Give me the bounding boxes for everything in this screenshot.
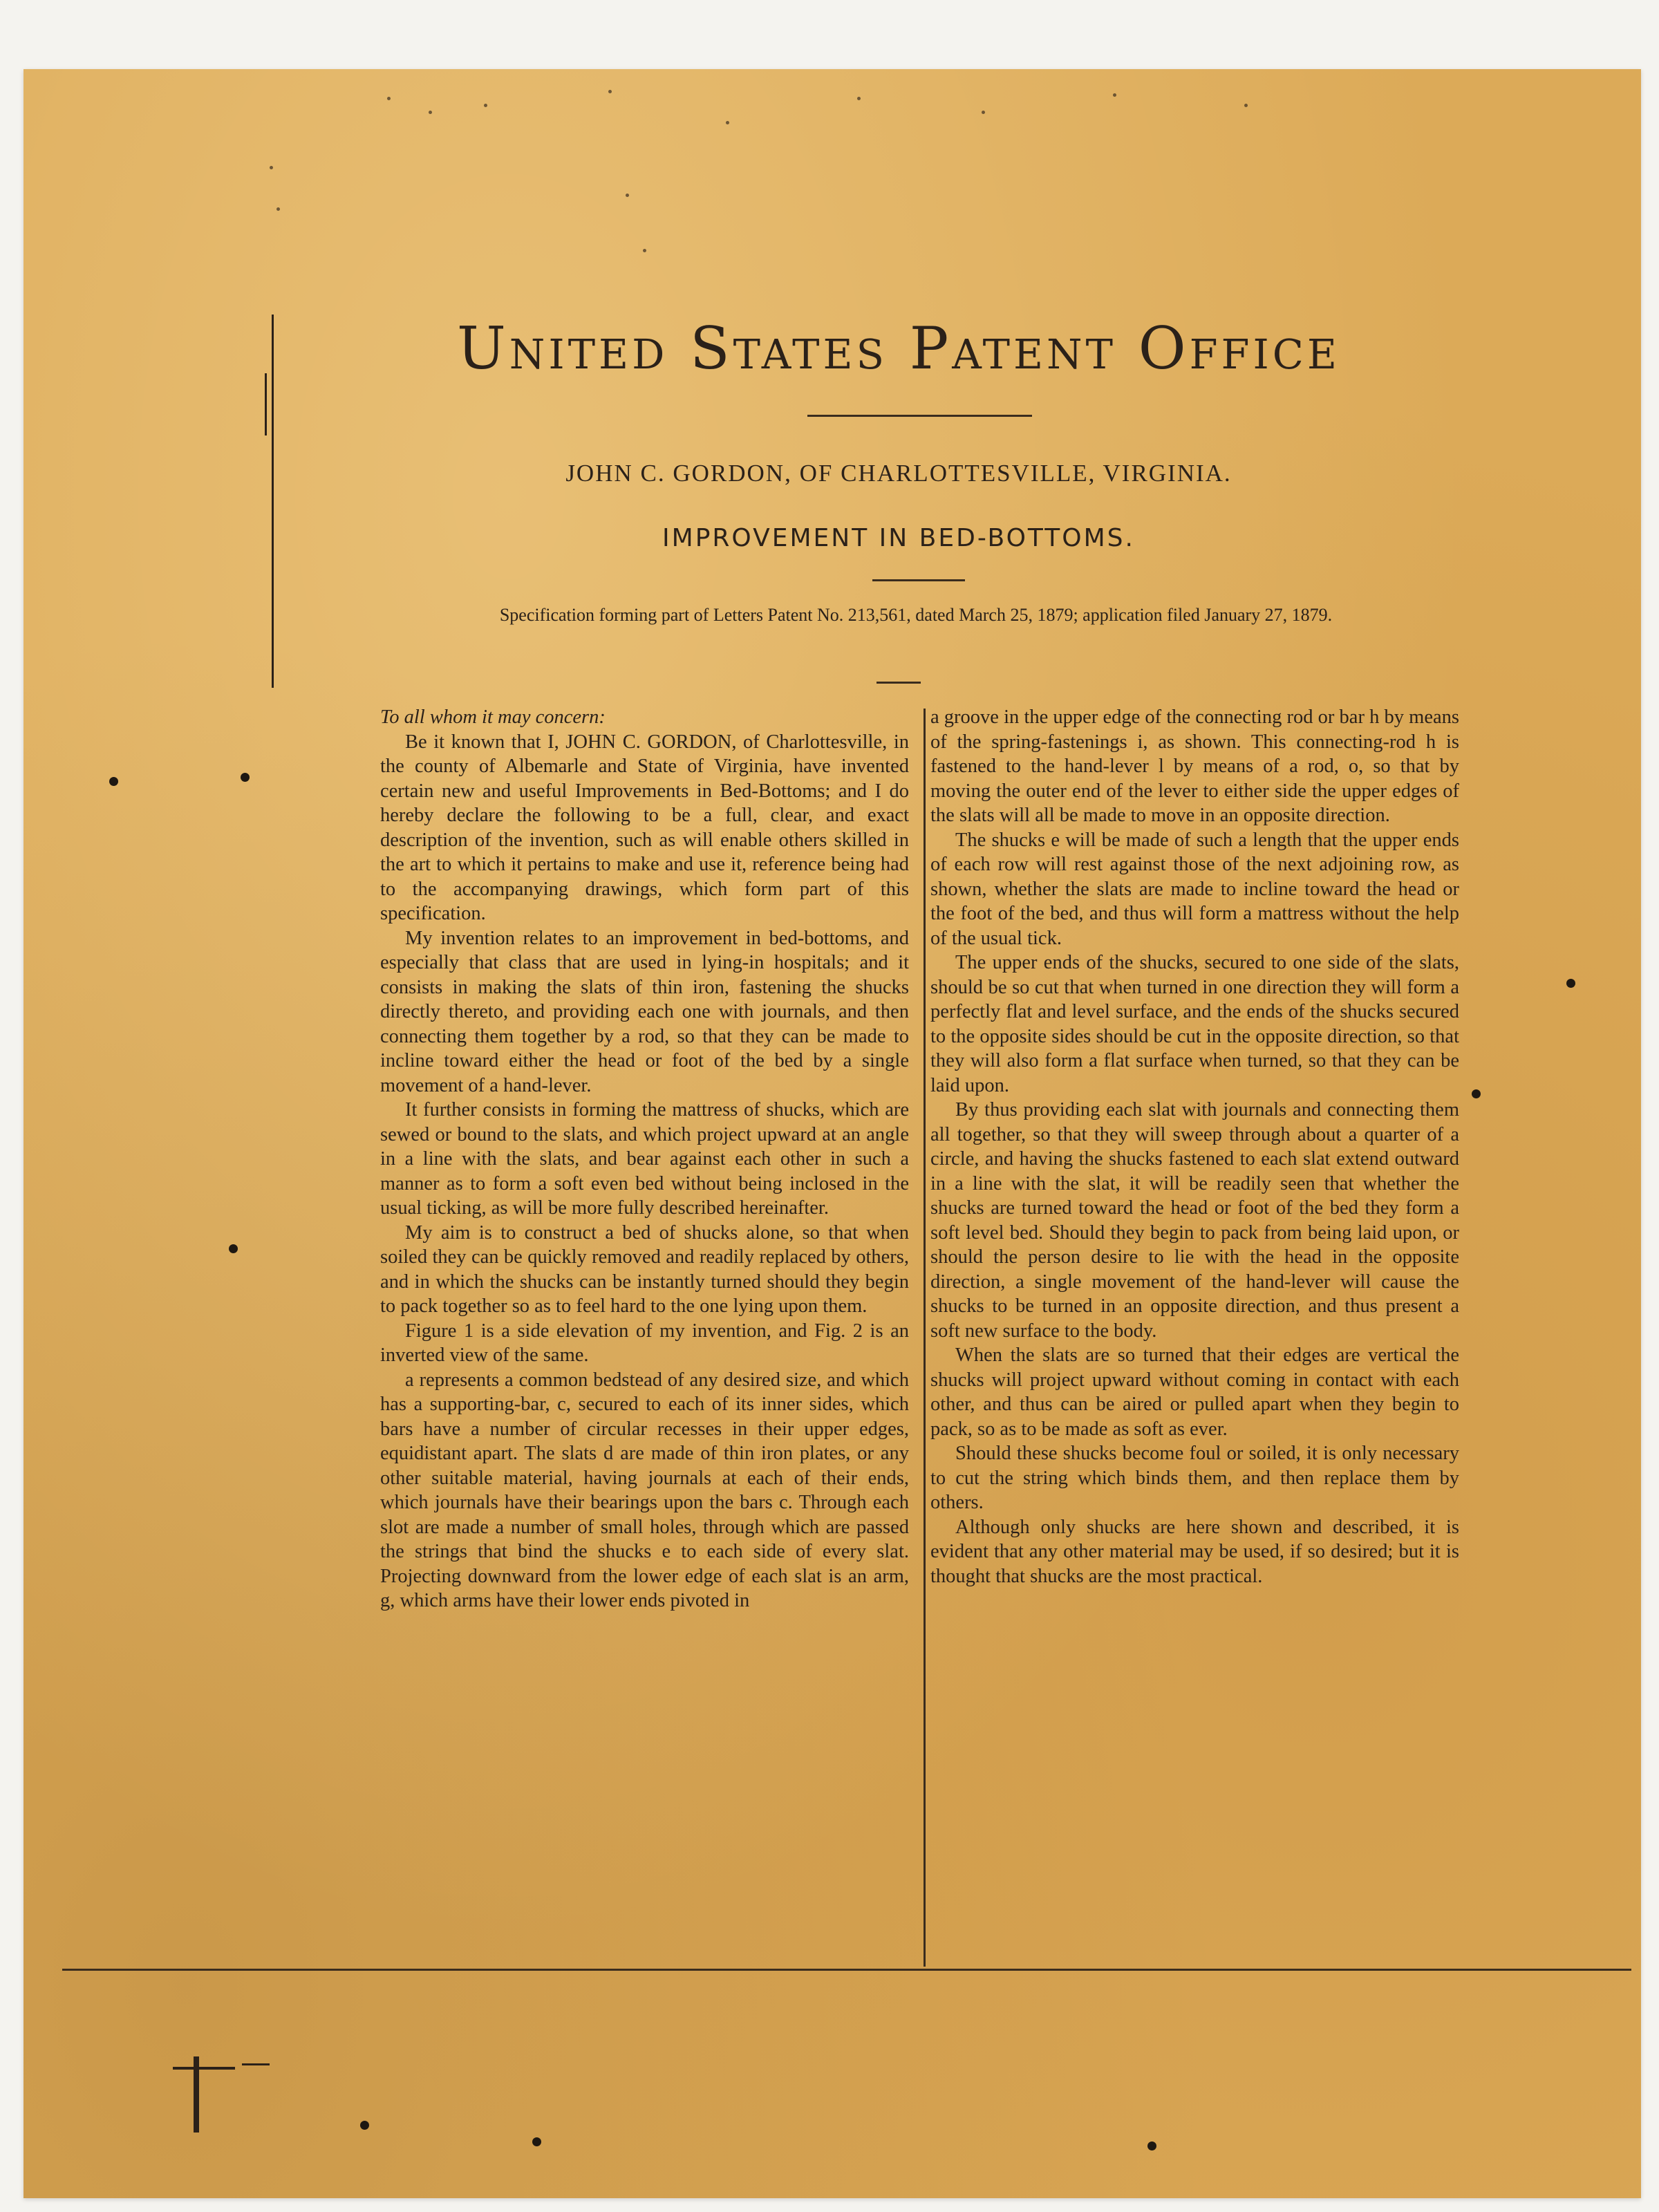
paragraph: Be it known that I, JOHN C. GORDON, of Charlottesville, in the county of Albemarle and State of Virginia, have invented certain new and useful Improvements in Bed-Bottoms; and I do hereby declare the following to be a full, clear, and exact description of the invention, such as will enable others skilled in the art to which it pertains to make and use it, reference being had to the accompanying drawings, which form part of this specification.: [380, 731, 909, 924]
paragraph: The shucks e will be made of such a length that the upper ends of each row will rest against those of the next adjoining row, as shown, whether the slats are made to incline toward the head or the foot of the bed, and thus will form a mattress without the help of the usual tick.: [930, 829, 1459, 949]
salutation: To all whom it may concern:: [380, 706, 606, 728]
paragraph: By thus providing each slat with journals and connecting them all together, so that they will sweep through about a quarter of a circle, and having the shucks fastened to each slat extend outward in a line with the slat, it will be readily seen that whether the shucks are turned toward the head or foot of the bed they form a soft level bed. Should they begin to pack from being laid upon, or should the person desire to lie with the head in the opposite direction, a single movement of the hand-lever will cause the shucks to be turned in an opposite direction, and thus present a soft new surface to the body.: [930, 1099, 1459, 1342]
paragraph: Figure 1 is a side elevation of my invention, and Fig. 2 is an inverted view of the same.: [380, 1320, 909, 1366]
ink-speck: [429, 111, 432, 114]
title-rule: [807, 415, 1032, 417]
paragraph: a represents a common bedstead of any desired size, and which has a supporting-bar, c, secured to each of its inner sides, which bars have a number of circular recesses in their upper edges, equidistant apart. The slats d are made of thin iron plates, or any other suitable material, having journals at each of their ends, which journals have their bearings upon the bars c. Through each slot are made a number of small holes, through which are passed the strings that bind the shucks e to each side of every slat. Projecting downward from the lower edge of each slat is an arm, g, which arms have their lower ends pivoted in: [380, 1369, 909, 1611]
ink-speck: [387, 97, 391, 100]
paragraph: When the slats are so turned that their edges are vertical the shucks will project upward without coming in contact with each other, and thus can be aired or pulled apart when they begin to pack, so as to be made as soft as ever.: [930, 1344, 1459, 1440]
punch-hole: [109, 777, 118, 786]
ink-speck: [484, 104, 487, 107]
paragraph: The upper ends of the shucks, secured to one side of the slats, should be so cut that when turned in one direction they will form a perfectly flat and level surface, and the ends of the shucks secured to the opposite sides should be cut in the opposite direction, so that they will also form a flat surface when turned, so that they can be laid upon.: [930, 952, 1459, 1096]
paragraph: a groove in the upper edge of the connecting rod or bar h by means of the spring-fastenings i, as shown. This connecting-rod h is fastened to the hand-lever l by means of a rod, o, so that by moving the outer end of the lever to either side the upper edges of the slats will all be made to move in an opposite direction.: [930, 706, 1459, 826]
ink-speck: [982, 111, 985, 114]
ink-speck: [276, 207, 280, 211]
patent-subject: IMPROVEMENT IN BED-BOTTOMS.: [662, 524, 1135, 552]
ink-speck: [643, 249, 646, 252]
paragraph: It further consists in forming the mattress of shucks, which are sewed or bound to the slats, and which project upward at an angle in a line with the slats, and bear against each other in such a manner as to form a soft even bed without being inclosed in the usual ticking, as will be more fully described hereinafter.: [380, 1099, 909, 1219]
ink-speck: [726, 121, 729, 124]
punch-hole: [229, 1244, 238, 1253]
paragraph: My aim is to construct a bed of shucks alone, so that when soiled they can be quickly removed and readily replaced by others, and in which the shucks can be instantly turned should they begin to pack together so as to feel hard to the one lying upon them.: [380, 1221, 909, 1317]
spec-rule: [877, 682, 921, 684]
paragraph: Should these shucks become foul or soiled, it is only necessary to cut the string which binds them, and then replace them by others.: [930, 1443, 1459, 1513]
binding-mark-bar: [173, 2067, 235, 2070]
ink-speck: [608, 90, 612, 93]
left-margin-rule-short: [265, 373, 267, 435]
left-margin-rule: [272, 315, 274, 688]
specification-line: Specification forming part of Letters Patent No. 213,561, dated March 25, 1879; application filed January 27, 1879.: [499, 605, 1333, 625]
punch-hole: [1147, 2141, 1156, 2150]
ink-speck: [1244, 104, 1248, 107]
punch-hole: [1566, 979, 1575, 988]
bottom-rule: [62, 1969, 1631, 1971]
binding-mark-tick: [242, 2063, 270, 2065]
right-column: [930, 705, 1459, 1588]
left-column: [380, 705, 909, 1613]
ink-speck: [1113, 93, 1116, 97]
ink-speck: [626, 194, 629, 197]
subject-rule: [872, 579, 965, 581]
ink-speck: [270, 166, 273, 169]
inventor-line: JOHN C. GORDON, OF CHARLOTTESVILLE, VIRGINIA.: [565, 460, 1232, 487]
column-divider: [924, 709, 926, 1967]
ink-speck: [857, 97, 861, 100]
punch-hole: [241, 773, 250, 782]
paragraph: My invention relates to an improvement in bed-bottoms, and especially that class that are used in lying-in hospitals; and it consists in making the slats of thin iron, fastening the shucks directly thereto, and providing each one with journals, and then connecting them together by a rod, so that they can be made to incline toward either the head or foot of the bed by a single movement of a hand-lever.: [380, 927, 909, 1096]
punch-hole: [360, 2121, 369, 2130]
punch-hole: [1472, 1089, 1481, 1098]
punch-hole: [532, 2137, 541, 2146]
paragraph: Although only shucks are here shown and described, it is evident that any other material may be used, if so desired; but it is thought that shucks are the most practical.: [930, 1516, 1459, 1587]
office-title: United States Patent Office: [456, 315, 1340, 382]
